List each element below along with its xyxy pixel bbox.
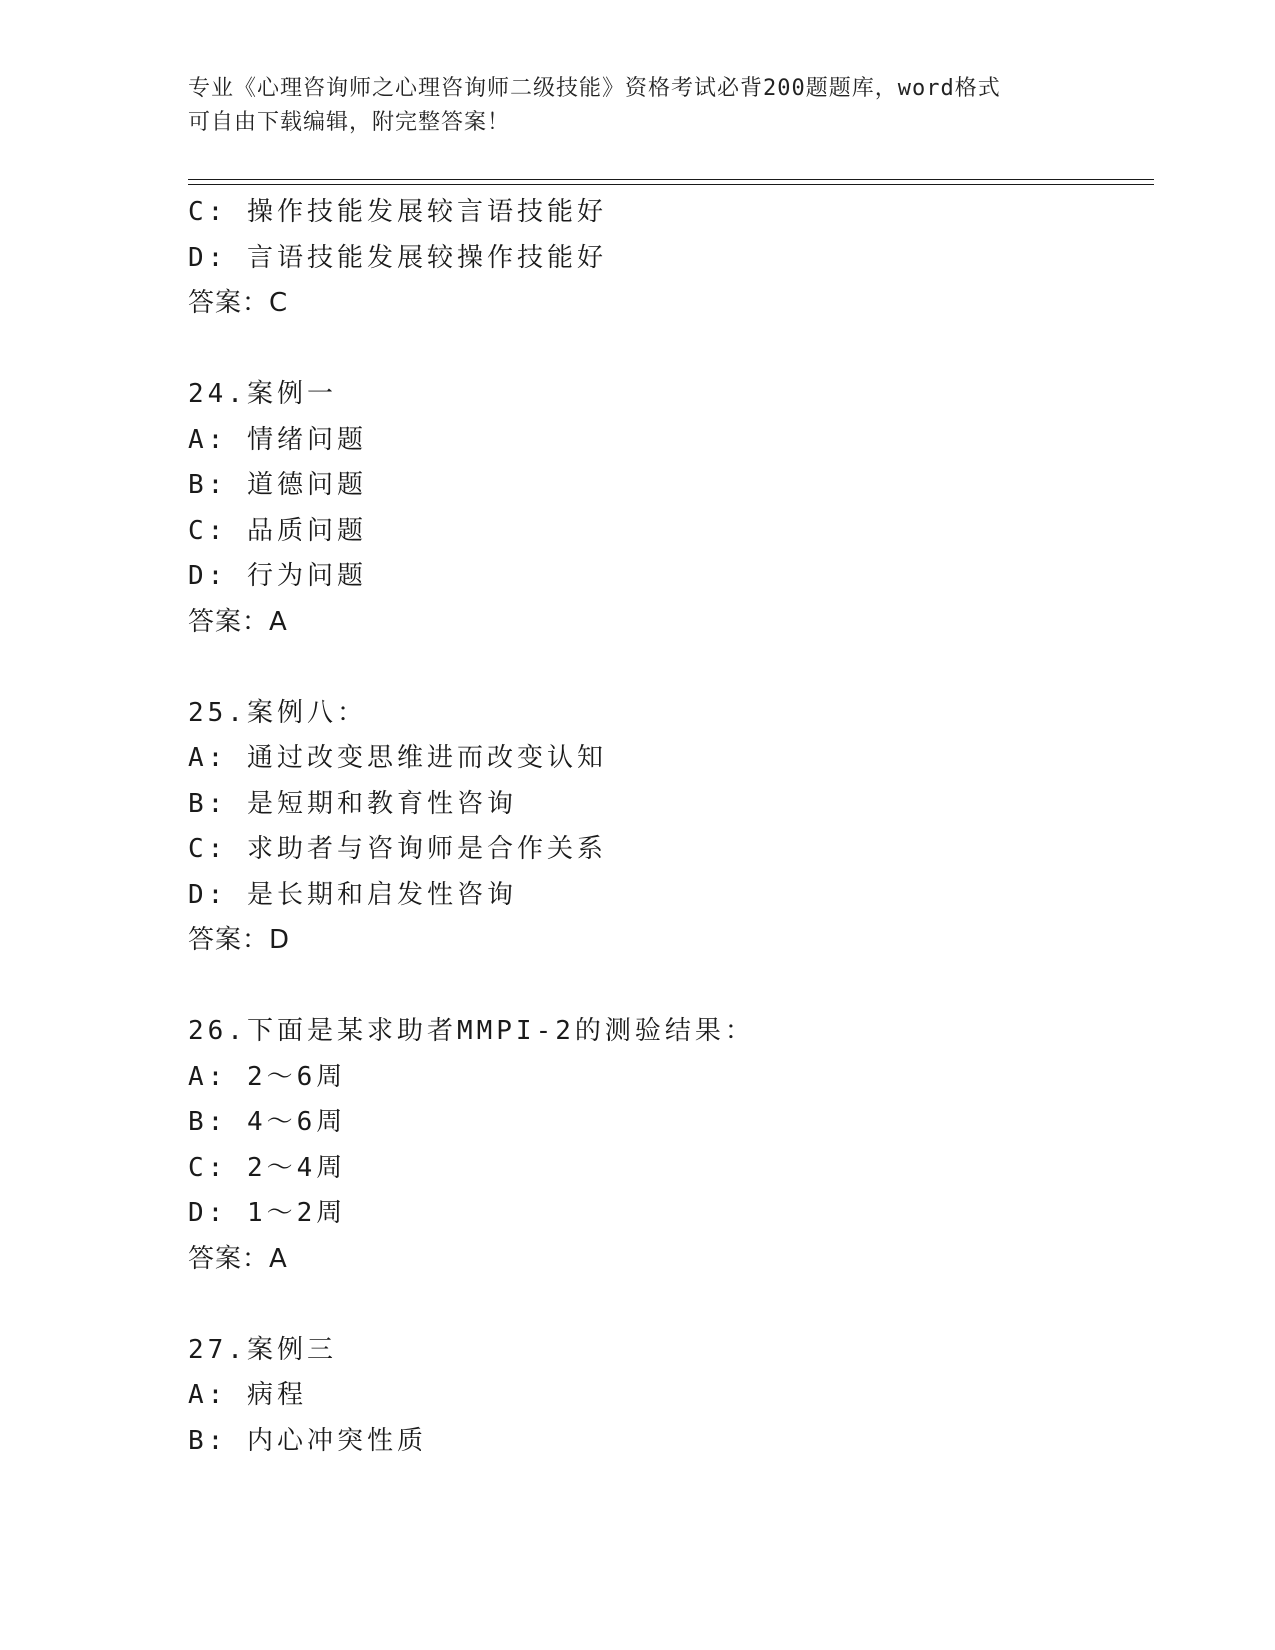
answer-line: 答案：C bbox=[188, 288, 289, 318]
question-title: 26.下面是某求助者MMPI-2的测验结果： bbox=[188, 1016, 755, 1046]
option-a: A: 通过改变思维进而改变认知 bbox=[188, 743, 607, 773]
question-24 bbox=[188, 372, 1148, 645]
answer-line: 答案：A bbox=[188, 606, 288, 637]
header-rule-bottom bbox=[188, 184, 1154, 185]
question-list bbox=[188, 190, 1148, 1464]
option-d: D: 行为问题 bbox=[188, 561, 367, 591]
option-c: C: 操作技能发展较言语技能好 bbox=[188, 197, 607, 227]
spacer bbox=[188, 645, 1148, 691]
option-d: D: 言语技能发展较操作技能好 bbox=[188, 242, 607, 273]
header-rule-top bbox=[188, 179, 1154, 180]
document-header bbox=[188, 72, 1088, 140]
question-title: 27.案例三 bbox=[188, 1334, 337, 1365]
spacer bbox=[188, 1282, 1148, 1328]
option-c: C: 品质问题 bbox=[188, 515, 367, 546]
question-title: 24.案例一 bbox=[188, 379, 337, 409]
option-b: B: 道德问题 bbox=[188, 470, 367, 500]
spacer bbox=[188, 964, 1148, 1010]
header-line-2: 可自由下载编辑，附完整答案！ bbox=[188, 110, 511, 135]
header-line-1: 专业《心理咨询师之心理咨询师二级技能》资格考试必背200题题库，word格式 bbox=[188, 76, 1001, 101]
answer-line: 答案：D bbox=[188, 925, 291, 955]
question-partial-23 bbox=[188, 190, 1148, 327]
option-a: A: 情绪问题 bbox=[188, 424, 367, 455]
option-c: C: 2～4周 bbox=[188, 1152, 347, 1183]
question-26 bbox=[188, 1009, 1148, 1282]
question-27 bbox=[188, 1328, 1148, 1465]
option-b: B: 内心冲突性质 bbox=[188, 1425, 427, 1456]
option-c: C: 求助者与咨询师是合作关系 bbox=[188, 834, 607, 864]
spacer bbox=[188, 327, 1148, 373]
option-a: A: 2～6周 bbox=[188, 1061, 347, 1092]
option-b: B: 4～6周 bbox=[188, 1107, 347, 1137]
answer-line: 答案：A bbox=[188, 1243, 288, 1274]
option-d: D: 是长期和启发性咨询 bbox=[188, 879, 517, 910]
question-25 bbox=[188, 691, 1148, 964]
option-b: B: 是短期和教育性咨询 bbox=[188, 788, 517, 819]
option-a: A: 病程 bbox=[188, 1380, 307, 1410]
question-title: 25.案例八： bbox=[188, 697, 367, 728]
option-d: D: 1～2周 bbox=[188, 1198, 347, 1228]
